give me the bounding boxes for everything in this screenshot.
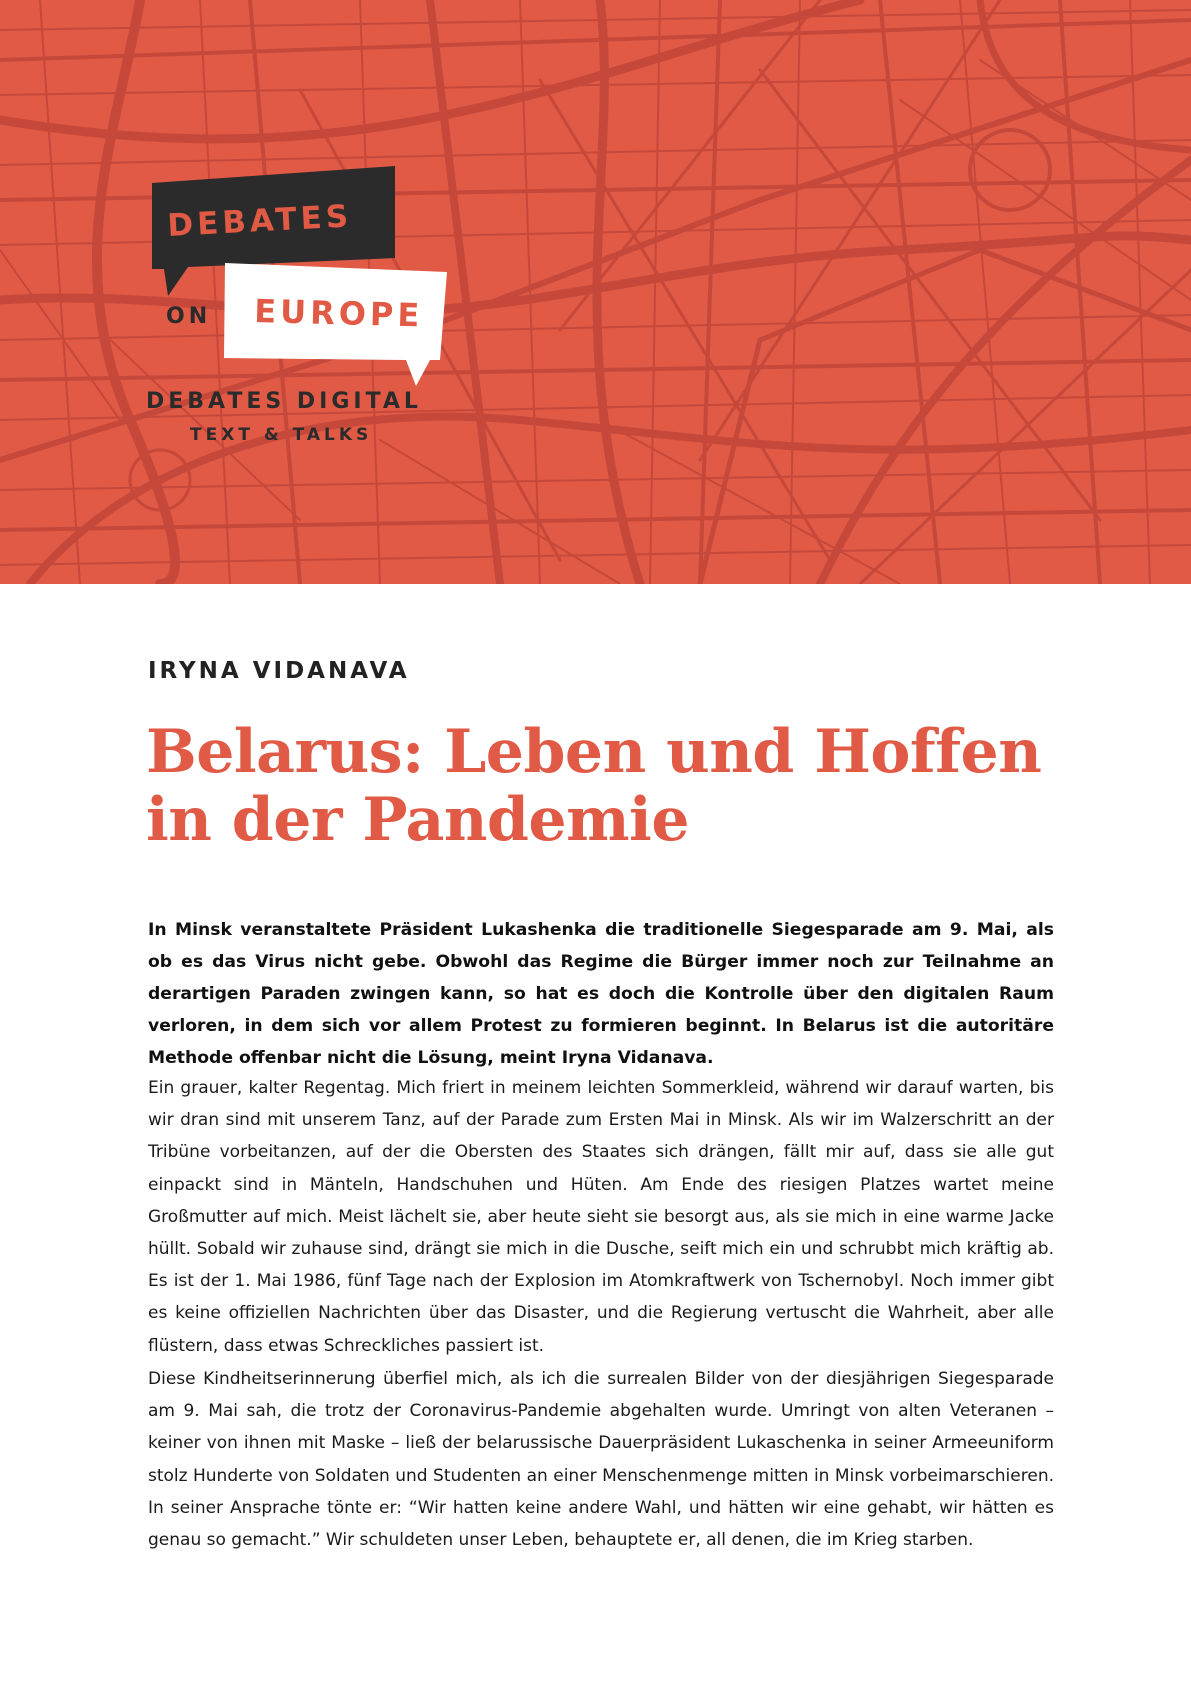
logo-subtitle-line1: DEBATES DIGITAL	[146, 389, 422, 414]
header-banner	[0, 0, 1191, 584]
article-paragraph: Ein grauer, kalter Regentag. Mich friert in meinem leichten Sommerkleid, während wir darauf warten, bis wir dran sind mit unserem Tanz, auf der Parade zum Ersten Mai in Minsk. Als wir im Walzerschritt an der Tribüne vorbeitanzen, auf der die Obersten des Staates sich drängen, fällt mir auf, dass sie alle gut einpackt sind in Mänteln, Handschuhen und Hüten. Am Ende des riesigen Platzes wartet meine Großmutter auf mich. Meist lächelt sie, aber heute sieht sie besorgt aus, als sie mich in eine warme Jacke hüllt. Sobald wir zuhause sind, drängt sie mich in die Dusche, seift mich ein und schrubbt mich kräftig ab. Es ist der 1. Mai 1986, fünf Tage nach der Explosion im Atomkraftwerk von Tschernobyl. Noch immer gibt es keine offiziellen Nachrichten über das Disaster, und die Regierung vertuscht die Wahrheit, aber alle flüstern, dass etwas Schreckliches passiert ist.	[148, 1078, 1054, 1356]
author-name: IRYNA VIDANAVA	[148, 658, 410, 684]
logo-word-debates: DEBATES	[166, 198, 353, 244]
logo-subtitle-line2: TEXT & TALKS	[190, 425, 373, 445]
debates-on-europe-logo	[140, 160, 460, 450]
article-title: Belarus: Leben und Hoffen in der Pandemie	[146, 717, 1042, 855]
article-paragraph: Diese Kindheitserinnerung überfiel mich, als ich die surrealen Bilder von der diesjährigen Siegesparade am 9. Mai sah, die trotz der Coronavirus-Pandemie abgehalten wurde. Umringt von alten Veteranen – keiner von ihnen mit Maske – ließ der belarussische Dauerpräsident Lukaschenka in seiner Armeeuniform stolz Hunderte von Soldaten und Studenten an einer Menschenmenge mitten in Minsk vorbeimarschieren. In seiner Ansprache tönte er: “Wir hatten keine andere Wahl, und hätten wir eine gehabt, wir hätten es genau so gemacht.” Wir schuldeten unser Leben, behauptete er, all denen, die im Krieg starben.	[148, 1369, 1054, 1551]
logo-word-europe: EUROPE	[253, 292, 424, 335]
article-lead: In Minsk veranstaltete Präsident Lukashenka die traditionelle Siegesparade am 9. Mai, als ob es das Virus nicht gebe. Obwohl das Regime die Bürger immer noch zur Teilnahme an derartigen Paraden zwingen kann, so hat es doch die Kontrolle über den digitalen Raum verloren, in dem sich vor allem Protest zu formieren beginnt. In Belarus ist die autoritäre Methode offenbar nicht die Lösung, meint Iryna Vidanava.	[148, 920, 1054, 1068]
logo-word-on: ON	[166, 304, 212, 329]
